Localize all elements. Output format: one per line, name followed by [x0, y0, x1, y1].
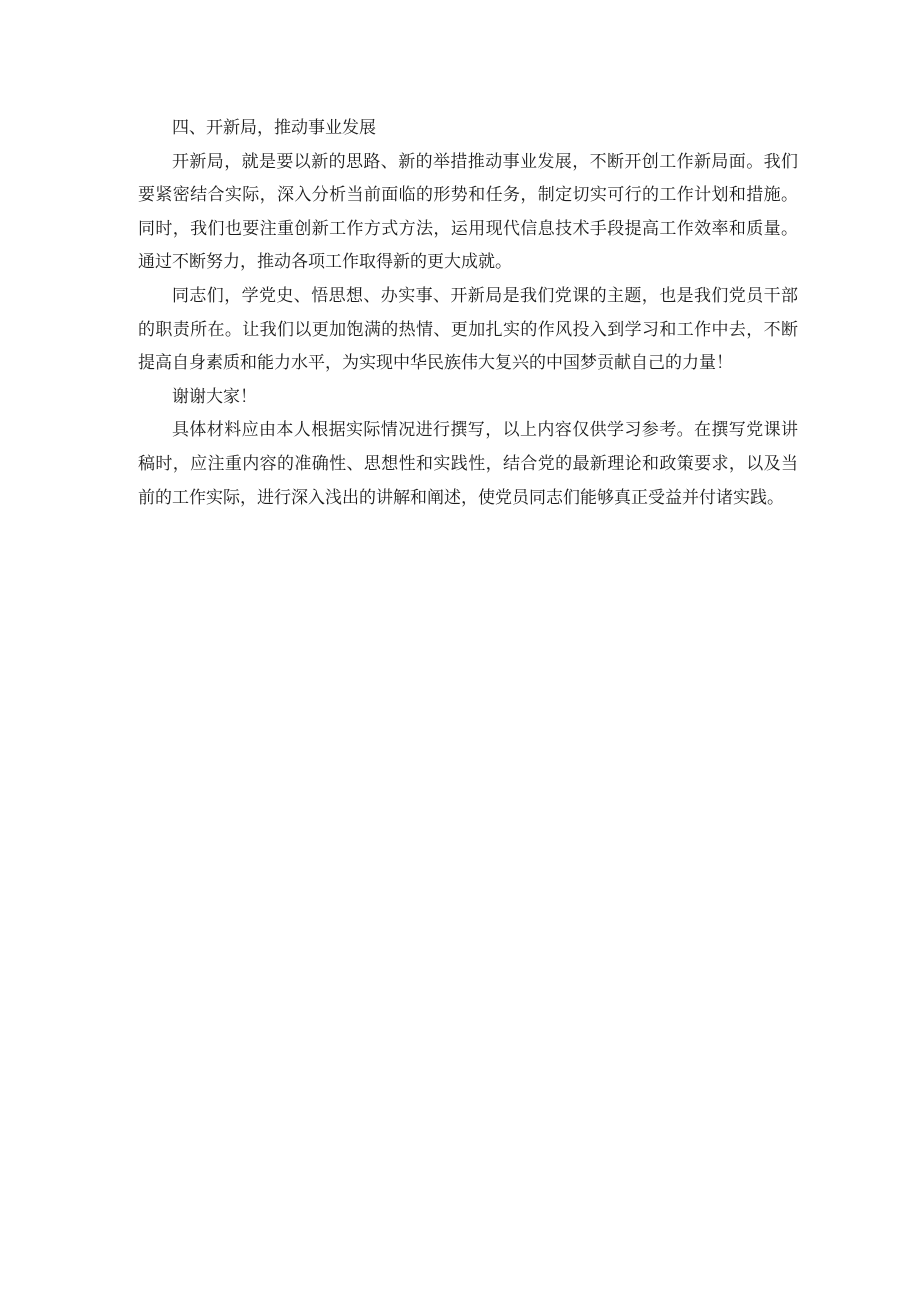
section-heading: 四、开新局，推动事业发展	[172, 118, 376, 138]
paragraph-conclusion: 同志们，学党史、悟思想、办实事、开新局是我们党课的主题，也是我们党员干部的职责所在。让我们以更加饱满的热情、更加扎实的作风投入到学习和工作中去，不断提高自身素质和能力水平，为实现中华民族伟大复兴的中国梦贡献自己的力量！	[138, 285, 798, 374]
paragraph-note: 具体材料应由本人根据实际情况进行撰写，以上内容仅供学习参考。在撰写党课讲稿时，应注重内容的准确性、思想性和实践性，结合党的最新理论和政策要求，以及当前的工作实际，进行深入浅出的讲解和阐述，使党员同志们能够真正受益并付诸实践。	[138, 420, 798, 508]
document-page	[138, 112, 798, 515]
paragraph-thanks: 谢谢大家！	[172, 386, 257, 407]
paragraph-new-situation: 开新局，就是要以新的思路、新的举措推动事业发展，不断开创工作新局面。我们要紧密结合实际，深入分析当前面临的形势和任务，制定切实可行的工作计划和措施。同时，我们也要注重创新工作方式方法，运用现代信息技术手段提高工作效率和质量。通过不断努力，推动各项工作取得新的更大成就。	[138, 151, 798, 273]
